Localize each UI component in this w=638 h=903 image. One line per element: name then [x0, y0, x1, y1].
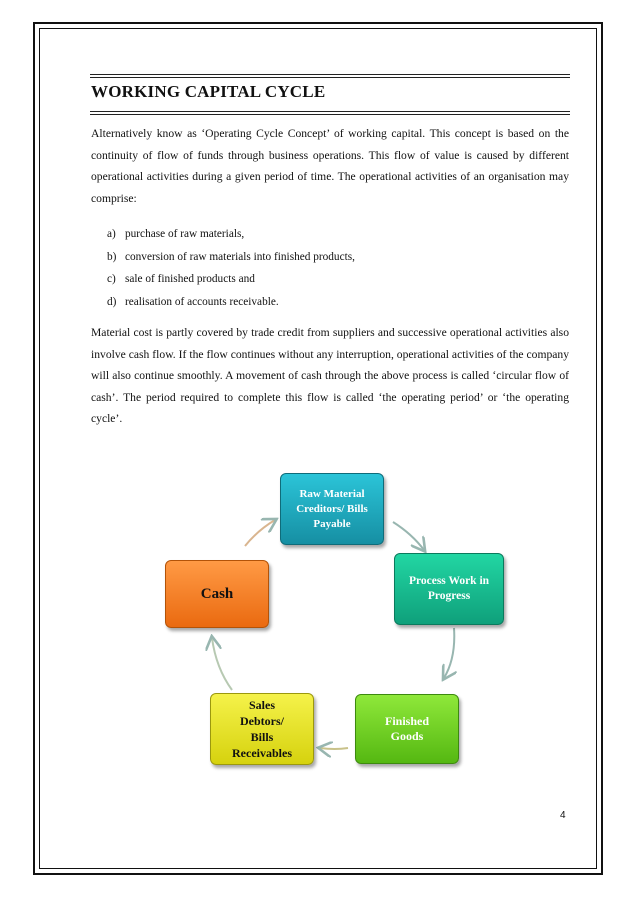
list-text: purchase of raw materials,	[125, 228, 245, 240]
raw-material-box	[280, 473, 384, 545]
arrow-cash-to-raw	[245, 520, 275, 546]
process-label: Process Work in	[408, 575, 490, 587]
raw-material-label: Raw Material	[299, 487, 365, 500]
goods-label: Goods	[390, 729, 424, 743]
debtors-label: Debtors/	[239, 714, 284, 728]
page-number: 4	[560, 810, 566, 821]
arrow-raw-to-process	[393, 522, 424, 550]
intro-paragraph: Alternatively know as ‘Operating Cycle Concept’ of working capital. This concept is based on the continuity of flow of funds through business operations. This flow of value is caused by different operational activities during a given period of time. The operational activities of an organisation may comprise:	[91, 127, 569, 205]
list-marker: b)	[107, 250, 117, 263]
arrow-finished-to-sales	[320, 748, 348, 749]
finished-label: Finished	[384, 714, 429, 728]
creditors-label: Creditors/ Bills	[296, 502, 368, 515]
body-paragraph: Material cost is partly covered by trade credit from suppliers and successive operational activities also involve cash flow. If the flow continues without any interruption, operational activities of the company will also continue smoothly. A movement of cash through the above process is called ‘circular flow of cash’. The period required to complete this flow is called ‘the operating period’ or ‘the operating cycle’.	[91, 326, 569, 425]
list-text: conversion of raw materials into finished products,	[125, 250, 355, 263]
arrow-process-to-finished	[444, 628, 454, 678]
arrow-sales-to-cash	[212, 638, 232, 690]
bills-label: Bills	[250, 730, 274, 744]
cash-label: Cash	[200, 585, 234, 602]
cash-box	[165, 560, 269, 628]
list-marker: d)	[107, 295, 117, 308]
process-box	[394, 553, 504, 625]
list-text: realisation of accounts receivable.	[125, 295, 279, 308]
sales-label: Sales	[248, 698, 275, 712]
finished-goods-box	[355, 694, 459, 764]
progress-label: Progress	[427, 590, 471, 602]
list-text: sale of finished products and	[125, 273, 255, 285]
payable-label: Payable	[313, 517, 351, 530]
list-marker: c)	[107, 273, 116, 285]
section-heading: WORKING CAPITAL CYCLE	[91, 82, 326, 101]
receivables-label: Receivables	[232, 746, 292, 760]
sales-box	[210, 693, 314, 765]
list-marker: a)	[107, 228, 116, 240]
